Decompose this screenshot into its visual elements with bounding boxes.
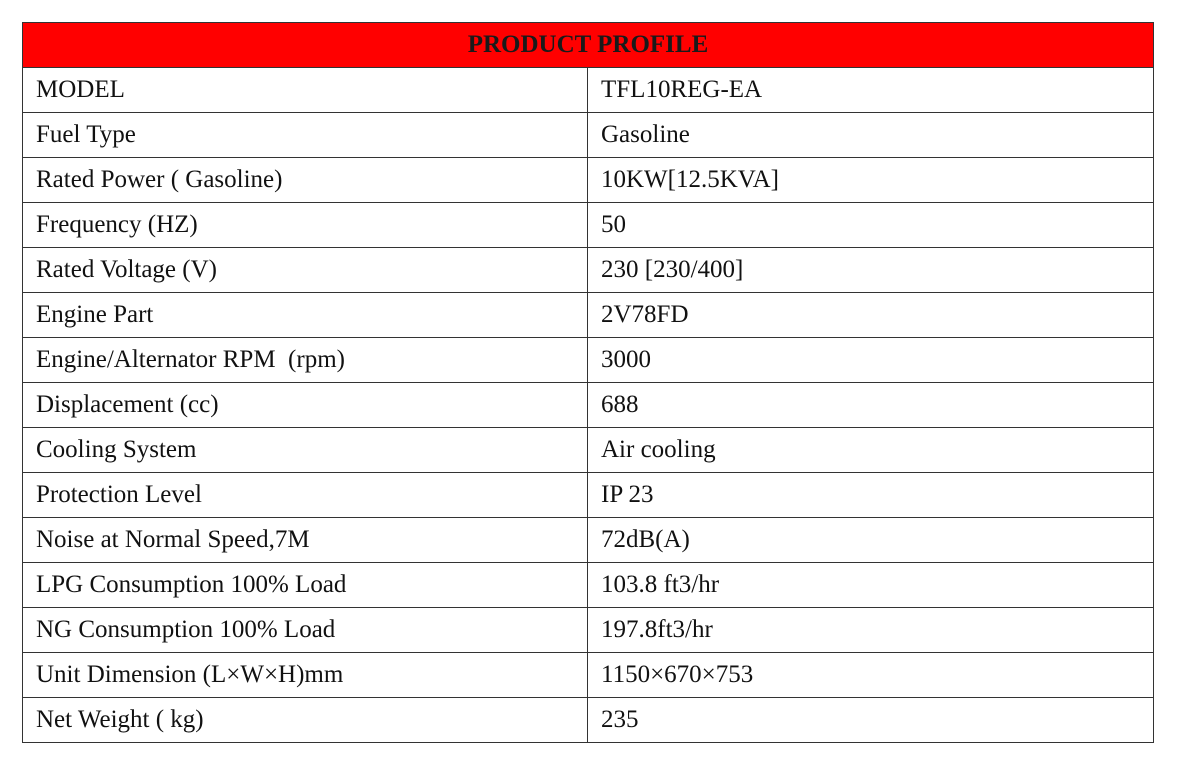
table-row [23, 203, 1154, 248]
spec-value: Gasoline [588, 113, 1154, 158]
spec-label: MODEL [23, 68, 588, 113]
table-row [23, 68, 1154, 113]
spec-value: 72dB(A) [588, 518, 1154, 563]
spec-value: 197.8ft3/hr [588, 608, 1154, 653]
spec-value: 235 [588, 698, 1154, 743]
spec-label: Rated Voltage (V) [23, 248, 588, 293]
spec-value: TFL10REG-EA [588, 68, 1154, 113]
table-row [23, 473, 1154, 518]
table-row [23, 113, 1154, 158]
spec-value: 2V78FD [588, 293, 1154, 338]
spec-label: Frequency (HZ) [23, 203, 588, 248]
spec-label: Protection Level [23, 473, 588, 518]
table-body [23, 68, 1154, 743]
spec-value: 688 [588, 383, 1154, 428]
table-row [23, 383, 1154, 428]
spec-label: Engine Part [23, 293, 588, 338]
spec-label: Rated Power ( Gasoline) [23, 158, 588, 203]
spec-label: Fuel Type [23, 113, 588, 158]
spec-label: Engine/Alternator RPM (rpm) [23, 338, 588, 383]
spec-value: IP 23 [588, 473, 1154, 518]
table-row [23, 518, 1154, 563]
spec-value: 1150×670×753 [588, 653, 1154, 698]
table-row [23, 158, 1154, 203]
spec-value: 230 [230/400] [588, 248, 1154, 293]
spec-label: NG Consumption 100% Load [23, 608, 588, 653]
spec-value: 50 [588, 203, 1154, 248]
spec-label: LPG Consumption 100% Load [23, 563, 588, 608]
spec-value: Air cooling [588, 428, 1154, 473]
product-profile-table [22, 22, 1154, 743]
table-row [23, 248, 1154, 293]
table-row [23, 653, 1154, 698]
table-row [23, 428, 1154, 473]
table-row [23, 293, 1154, 338]
spec-label: Net Weight ( kg) [23, 698, 588, 743]
spec-label: Displacement (cc) [23, 383, 588, 428]
table-row [23, 563, 1154, 608]
table-title: PRODUCT PROFILE [23, 23, 1154, 68]
spec-label: Unit Dimension (L×W×H)mm [23, 653, 588, 698]
table-row [23, 608, 1154, 653]
table-row [23, 698, 1154, 743]
table-row [23, 338, 1154, 383]
spec-label: Noise at Normal Speed,7M [23, 518, 588, 563]
spec-value: 10KW[12.5KVA] [588, 158, 1154, 203]
spec-value: 103.8 ft3/hr [588, 563, 1154, 608]
table-header-row [23, 23, 1154, 68]
spec-label: Cooling System [23, 428, 588, 473]
spec-value: 3000 [588, 338, 1154, 383]
